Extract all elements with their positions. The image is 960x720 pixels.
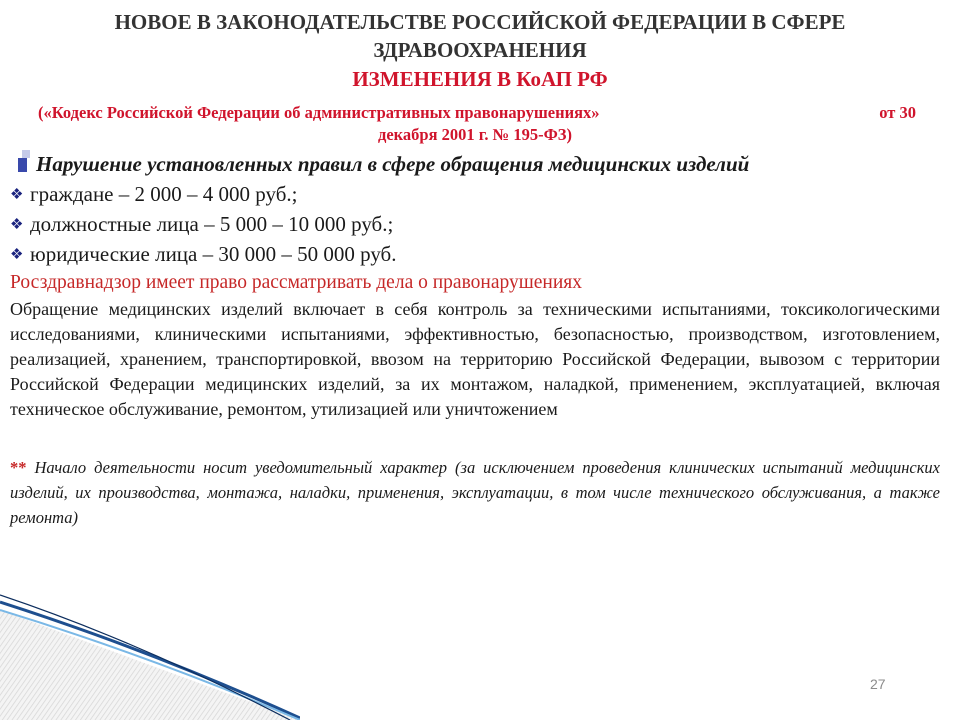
list-item bbox=[10, 180, 397, 210]
diamond-bullet-icon: ❖ bbox=[10, 187, 24, 203]
law-reference-date: декабря 2001 г. № 195-ФЗ) bbox=[378, 125, 572, 144]
footnote bbox=[10, 455, 940, 530]
law-reference-right: от 30 bbox=[879, 103, 916, 122]
diamond-bullet-icon: ❖ bbox=[10, 217, 24, 233]
fines-list bbox=[10, 180, 397, 270]
violation-heading-text: Нарушение установленных правил в сфере обращения медицинских изделий bbox=[36, 152, 750, 176]
fine-text: граждане – 2 000 – 4 000 руб.; bbox=[30, 182, 298, 206]
footnote-text: Начало деятельности носит уведомительный характер (за исключением проведения клинических испытаний медицинских изделий, их производства, монтажа, наладки, применения, эксплуатации, в том числе технического обслуживания, а также ремонта) bbox=[10, 458, 940, 527]
title-line-1: НОВОЕ В ЗАКОНОДАТЕЛЬСТВЕ РОССИЙСКОЙ ФЕДЕРАЦИИ В СФЕРЕ bbox=[114, 10, 846, 34]
slide-title bbox=[10, 8, 950, 94]
fine-text: должностные лица – 5 000 – 10 000 руб.; bbox=[30, 212, 394, 236]
page-number: 27 bbox=[870, 676, 886, 692]
fine-text: юридические лица – 30 000 – 50 000 руб. bbox=[30, 242, 397, 266]
roszdravnadzor-statement: Росздравнадзор имеет право рассматривать дела о правонарушениях bbox=[10, 272, 582, 293]
title-line-2: ЗДРАВООХРАНЕНИЯ bbox=[373, 38, 587, 62]
diamond-bullet-icon: ❖ bbox=[10, 247, 24, 263]
law-reference-left: («Кодекс Российской Федерации об административных правонарушениях» bbox=[38, 103, 600, 122]
footnote-mark: ** bbox=[10, 458, 27, 477]
decorative-corner-graphic bbox=[0, 590, 300, 720]
violation-heading bbox=[20, 150, 750, 178]
description-paragraph: Обращение медицинских изделий включает в себя контроль за техническими испытаниями, токсикологическими исследованиями, клиническими испытаниями, эффективностью, безопасностью, производством, изготовлением, реализацией, хранением, транспортировкой, ввозом на территорию Российской Федерации, вывозом с территории Российской Федерации медицинских изделий, за их монтажом, наладкой, применением, эксплуатацией, включая техническое обслуживание, ремонтом, утилизацией или уничтожением bbox=[10, 299, 940, 419]
square-bullet-icon bbox=[18, 150, 32, 172]
list-item bbox=[10, 210, 397, 240]
subtitle: ИЗМЕНЕНИЯ В КоАП РФ bbox=[352, 67, 608, 91]
list-item bbox=[10, 240, 397, 270]
